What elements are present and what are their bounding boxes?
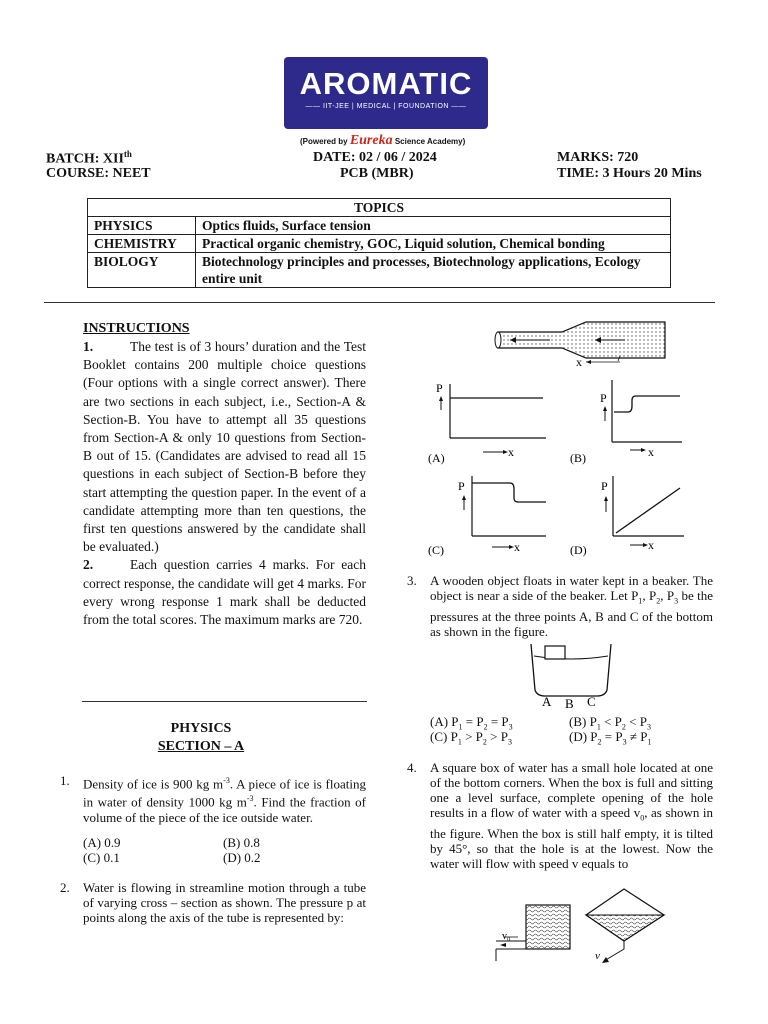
point-label: B: [565, 696, 574, 708]
tilted-outlet: [604, 941, 624, 961]
graph-label: (B): [570, 451, 586, 465]
box-figure: [492, 885, 670, 965]
section-divider: [82, 701, 367, 702]
header-divider: [44, 302, 715, 303]
graph-d: [570, 470, 690, 560]
axis-x-label: x: [648, 445, 654, 459]
topics-content: Optics fluids, Surface tension: [196, 217, 671, 235]
batch-label: BATCH: XIIth: [46, 149, 132, 167]
question-number: 3.: [407, 573, 417, 588]
topics-subject: CHEMISTRY: [88, 235, 196, 253]
graph-label: (A): [428, 451, 445, 465]
tilted-water: [586, 915, 664, 941]
option-d: (D) $P_2 = P_3 \ne P_1$: [569, 729, 652, 747]
question-text-4: A square box of water has a small hole located at one of the bottom corners. When the box is full and sitting one a level surface, complete opening of the hole results in a flow of water with a speed $v_0$, as shown in the figure. When the box is still half empty, it is tilted by 45°, so that the hole is at the lowest. Now the water will flow with speed v equals to: [430, 760, 713, 871]
subject-code: PCB (MBR): [340, 166, 414, 181]
p-arrowhead: [603, 406, 607, 411]
topics-title: TOPICS: [88, 199, 671, 217]
instructions-block: [83, 320, 366, 629]
graph-c: [428, 470, 552, 560]
axis-x-label: x: [648, 538, 654, 552]
graph-label: (C): [428, 543, 444, 557]
topics-table: [87, 198, 671, 288]
option-c: (C) $P_1 > P_2 > P_3$: [430, 729, 512, 747]
question-number: 2.: [60, 880, 70, 895]
flow-arrowhead: [602, 957, 609, 963]
question-text-3: A wooden object floats in water kept in a beaker. The object is near a side of the beaker. Let $P_1$, $P_2$, $P_3$ be the pressures at the three points A, B and C of the bottom as shown in the figure.: [430, 573, 713, 639]
wooden-block: [545, 646, 565, 659]
logo-title: AROMATIC: [299, 66, 473, 101]
speed-v0-label: v₀: [502, 931, 511, 942]
point-label: A: [542, 694, 552, 708]
time-label: TIME: 3 Hours 20 Mins: [557, 166, 702, 181]
beaker-figure: [525, 640, 617, 708]
section-heading: [82, 720, 320, 756]
option-a: (A) $P_1 = P_2 = P_3$: [430, 714, 513, 732]
p-arrowhead: [439, 396, 443, 401]
graph-label: (D): [570, 543, 587, 557]
x-arrowhead: [641, 448, 646, 452]
instruction-item: 1. The test is of 3 hours’ duration and the Test Booklet contains 200 multiple choice questions (Four options with a single correct answer). There are two sections in each subject, i.e., Section-A & Section-B. You have to attempt all 35 questions from Section-A & only 10 questions from Section- B out of 15. (Candidates are advised to read all 15 questions in each subject of Section-B before they start attempting the question paper. In the event of a candidate attempting more than ten questions, the first ten questions answered by the candidate shall be evaluated.): [83, 339, 366, 555]
option-b: (B) $P_1 < P_2 < P_3$: [569, 714, 651, 732]
topics-row-physics: [88, 217, 671, 235]
water-box: [526, 905, 570, 949]
topics-row-biology: [88, 253, 671, 288]
question-number: 4.: [407, 760, 417, 775]
topics-content: Practical organic chemistry, GOC, Liquid solution, Chemical bonding: [196, 235, 671, 253]
instruction-item: 2. Each question carries 4 marks. For each correct response, the candidate will get 4 marks. For every wrong response 1 mark shall be deducted from the total scores. The maximum marks are 720.: [83, 557, 366, 628]
topics-header-row: [88, 199, 671, 217]
tube-figure: [490, 318, 670, 368]
x-arrowhead: [586, 360, 591, 364]
logo-subtitle: —— IIT-JEE | MEDICAL | FOUNDATION ——: [305, 103, 467, 110]
brand-logo: [284, 57, 488, 129]
topics-content: Biotechnology principles and processes, Biotechnology applications, Ecology entire unit: [196, 253, 671, 288]
tube-x-label: x: [576, 355, 582, 368]
option-a: (A) 0.9: [83, 835, 121, 850]
question-text-1: Density of ice is 900 kg $m^{-3}$. A piece of ice is floating in water of density 1000 kg $m^{-3}$. Find the fraction of volume of the piece of the ice outside water.: [83, 776, 366, 825]
topics-row-chemistry: [88, 235, 671, 253]
axis-p-label: P: [436, 381, 443, 395]
axis-p-label: P: [601, 479, 608, 493]
p-arrowhead: [604, 496, 608, 501]
question-text-2: Water is flowing in streamline motion through a tube of varying cross – section as shown. The pressure p at points along the axis of the tube is represented by:: [83, 880, 366, 925]
topics-subject: BIOLOGY: [88, 253, 196, 288]
section-name: SECTION – A: [157, 739, 245, 754]
pressure-curve: [616, 488, 680, 533]
option-b: (B) 0.8: [223, 835, 260, 850]
axis-p-label: P: [600, 391, 607, 405]
question-number: 1.: [60, 773, 70, 788]
marks-label: MARKS: 720: [557, 150, 639, 165]
axis-p-label: P: [458, 479, 465, 493]
section-subject: PHYSICS: [170, 721, 232, 736]
flow-arrowhead: [500, 943, 506, 947]
topics-subject: PHYSICS: [88, 217, 196, 235]
option-c: (C) 0.1: [83, 850, 120, 865]
tube-end: [495, 332, 501, 348]
beaker-walls: [531, 644, 611, 696]
axis-x-label: x: [508, 445, 514, 459]
p-arrowhead: [462, 495, 466, 500]
pressure-curve: [614, 396, 680, 412]
option-d: (D) 0.2: [223, 850, 261, 865]
instructions-title: INSTRUCTIONS: [83, 321, 190, 336]
powered-by: (Powered by Eureka Science Academy): [300, 133, 466, 148]
course-label: COURSE: NEET: [46, 166, 151, 181]
point-label: C: [587, 694, 596, 708]
speed-v-label: v: [595, 950, 600, 962]
axis-x-label: x: [514, 540, 520, 554]
graph-b: [570, 376, 690, 468]
powered-brand: Eureka: [349, 133, 393, 148]
graph-a: [428, 376, 552, 468]
pressure-curve: [472, 483, 546, 502]
date-label: DATE: 02 / 06 / 2024: [313, 150, 437, 165]
